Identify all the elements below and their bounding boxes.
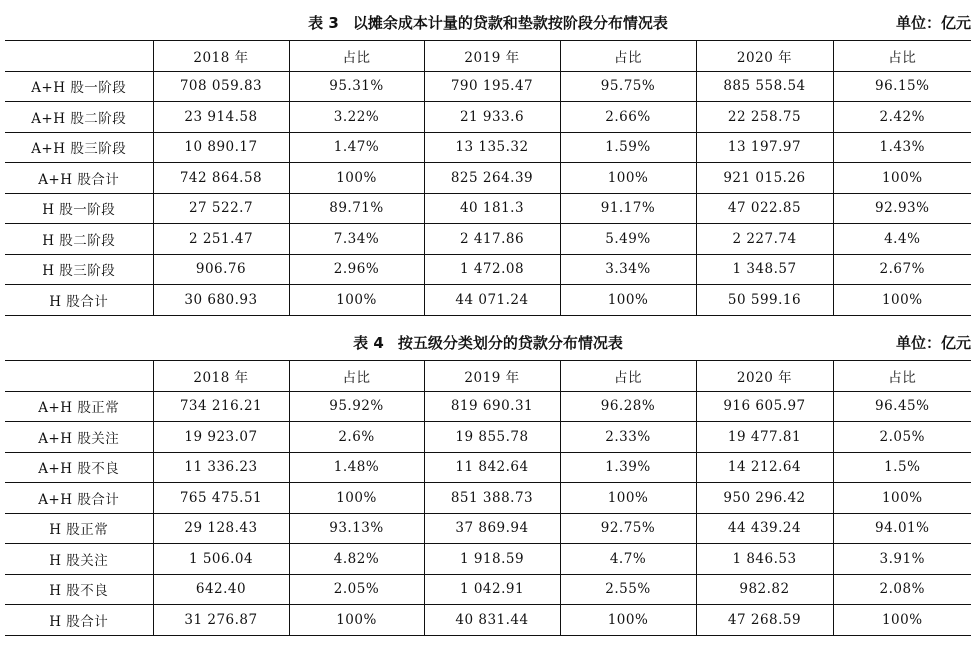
table-4-unit: 单位：亿元	[895, 334, 971, 352]
table-row	[5, 132, 971, 163]
table-row	[5, 285, 971, 316]
value-cell: 1 918.59	[424, 544, 560, 575]
value-cell: 44 439.24	[696, 513, 833, 544]
value-cell: 40 181.3	[424, 193, 560, 224]
share-cell: 2.66%	[560, 102, 696, 133]
value-cell: 765 475.51	[153, 483, 289, 514]
share-cell: 100%	[833, 285, 971, 316]
share-cell: 1.39%	[560, 452, 696, 483]
share-cell: 100%	[560, 163, 696, 194]
table-row	[5, 544, 971, 575]
share-cell: 1.43%	[833, 132, 971, 163]
share-cell: 94.01%	[833, 513, 971, 544]
table-row	[5, 391, 971, 422]
row-label-cell: H 股二阶段	[5, 224, 153, 255]
table-row	[5, 483, 971, 514]
row-label-cell: H 股合计	[49, 293, 109, 310]
header-cell: 占比	[289, 361, 424, 392]
table-3-title: 以摊余成本计量的贷款和垫款按阶段分布情况表	[352, 14, 668, 32]
row-label-cell: A+H 股合计	[5, 483, 153, 514]
share-cell: 1.59%	[560, 132, 696, 163]
table-header-row	[5, 41, 971, 72]
share-cell: 95.75%	[560, 71, 696, 102]
share-cell: 2.05%	[833, 422, 971, 453]
value-cell: 790 195.47	[424, 71, 560, 102]
row-label-cell: H 股一阶段	[5, 193, 153, 224]
row-label-cell: H 股关注	[5, 544, 153, 575]
value-cell: 921 015.26	[696, 163, 833, 194]
header-cell	[5, 361, 153, 392]
share-cell: 95.92%	[289, 391, 424, 422]
table-4-caption	[5, 332, 971, 354]
share-cell: 3.91%	[833, 544, 971, 575]
share-cell: 4.7%	[560, 544, 696, 575]
header-cell: 占比	[833, 361, 971, 392]
value-cell: 1 506.04	[153, 544, 289, 575]
row-label-cell: H 股不良	[5, 574, 153, 605]
share-cell: 2.96%	[289, 254, 424, 285]
share-cell: 93.13%	[289, 513, 424, 544]
share-cell: 92.93%	[833, 193, 971, 224]
value-cell: 2 417.86	[424, 224, 560, 255]
value-cell: 14 212.64	[696, 452, 833, 483]
row-label-cell: A+H 股正常	[5, 391, 153, 422]
share-cell: 1.47%	[289, 132, 424, 163]
value-cell: 642.40	[153, 574, 289, 605]
share-cell: 2.05%	[289, 574, 424, 605]
share-cell: 95.31%	[289, 71, 424, 102]
value-cell: 1 042.91	[424, 574, 560, 605]
share-cell: 96.15%	[833, 71, 971, 102]
row-label-cell: A+H 股不良	[5, 452, 153, 483]
header-cell: 占比	[289, 41, 424, 72]
value-cell: 982.82	[696, 574, 833, 605]
header-cell: 2019 年	[424, 41, 560, 72]
share-cell: 3.22%	[289, 102, 424, 133]
value-cell: 708 059.83	[153, 71, 289, 102]
table-4-number: 表 4	[353, 334, 384, 352]
table-row	[5, 422, 971, 453]
table-3-caption-row	[5, 12, 971, 40]
header-cell: 2020 年	[696, 41, 833, 72]
header-cell: 2020 年	[696, 361, 833, 392]
table-row	[5, 102, 971, 133]
share-cell: 2.55%	[560, 574, 696, 605]
row-label-cell: H 股三阶段	[5, 254, 153, 285]
value-cell: 31 276.87	[153, 605, 289, 636]
value-cell: 22 258.75	[696, 102, 833, 133]
share-cell: 100%	[560, 483, 696, 514]
row-label-cell: A+H 股二阶段	[5, 102, 153, 133]
share-cell: 96.45%	[833, 391, 971, 422]
share-cell: 2.67%	[833, 254, 971, 285]
share-cell: 96.28%	[560, 391, 696, 422]
value-cell: 11 336.23	[153, 452, 289, 483]
value-cell: 13 197.97	[696, 132, 833, 163]
table-3	[5, 40, 971, 316]
share-cell: 100%	[289, 483, 424, 514]
share-cell: 4.4%	[833, 224, 971, 255]
table-3-number: 表 3	[308, 14, 339, 32]
table-4-section	[5, 332, 971, 636]
value-cell: 1 472.08	[424, 254, 560, 285]
table-row	[5, 71, 971, 102]
value-cell: 734 216.21	[153, 391, 289, 422]
table-row	[5, 193, 971, 224]
table-4-title: 按五级分类划分的贷款分布情况表	[397, 334, 623, 352]
share-cell: 2.08%	[833, 574, 971, 605]
share-cell: 100%	[560, 285, 696, 316]
row-label-cell: A+H 股关注	[5, 422, 153, 453]
header-cell: 占比	[560, 361, 696, 392]
table-row	[5, 224, 971, 255]
table-row	[5, 254, 971, 285]
header-cell: 2018 年	[153, 41, 289, 72]
table-row	[5, 605, 971, 636]
row-label-cell: A+H 股三阶段	[5, 132, 153, 163]
row-label-cell: A+H 股合计	[5, 163, 153, 194]
header-cell	[5, 41, 153, 72]
value-cell: 11 842.64	[424, 452, 560, 483]
table-row	[5, 574, 971, 605]
row-label-cell: A+H 股一阶段	[5, 71, 153, 102]
share-cell: 91.17%	[560, 193, 696, 224]
table-3-section	[5, 12, 971, 316]
value-cell: 916 605.97	[696, 391, 833, 422]
value-cell: 2 227.74	[696, 224, 833, 255]
value-cell: 19 855.78	[424, 422, 560, 453]
share-cell: 1.5%	[833, 452, 971, 483]
value-cell: 37 869.94	[424, 513, 560, 544]
share-cell: 100%	[833, 163, 971, 194]
value-cell: 906.76	[153, 254, 289, 285]
row-label-cell: H 股正常	[5, 513, 153, 544]
value-cell: 47 268.59	[696, 605, 833, 636]
share-cell: 2.42%	[833, 102, 971, 133]
header-cell: 2018 年	[153, 361, 289, 392]
value-cell: 50 599.16	[696, 285, 833, 316]
value-cell: 40 831.44	[424, 605, 560, 636]
table-row	[5, 513, 971, 544]
share-cell: 2.33%	[560, 422, 696, 453]
share-cell: 89.71%	[289, 193, 424, 224]
value-cell: 2 251.47	[153, 224, 289, 255]
value-cell: 47 022.85	[696, 193, 833, 224]
share-cell: 100%	[289, 163, 424, 194]
value-cell: 825 264.39	[424, 163, 560, 194]
value-cell: 1 348.57	[696, 254, 833, 285]
value-cell: 27 522.7	[153, 193, 289, 224]
table-4	[5, 360, 971, 636]
row-label-cell: H 股合计	[49, 613, 109, 630]
value-cell: 30 680.93	[153, 285, 289, 316]
share-cell: 7.34%	[289, 224, 424, 255]
value-cell: 10 890.17	[153, 132, 289, 163]
table-3-unit: 单位：亿元	[895, 14, 971, 32]
share-cell: 100%	[560, 605, 696, 636]
value-cell: 19 923.07	[153, 422, 289, 453]
table-row	[5, 163, 971, 194]
table-row	[5, 452, 971, 483]
value-cell: 742 864.58	[153, 163, 289, 194]
value-cell: 44 071.24	[424, 285, 560, 316]
header-cell: 占比	[560, 41, 696, 72]
share-cell: 4.82%	[289, 544, 424, 575]
value-cell: 29 128.43	[153, 513, 289, 544]
value-cell: 851 388.73	[424, 483, 560, 514]
share-cell: 1.48%	[289, 452, 424, 483]
share-cell: 2.6%	[289, 422, 424, 453]
value-cell: 819 690.31	[424, 391, 560, 422]
share-cell: 100%	[289, 285, 424, 316]
table-3-caption	[5, 12, 971, 34]
share-cell: 3.34%	[560, 254, 696, 285]
table-4-caption-row	[5, 332, 971, 360]
value-cell: 885 558.54	[696, 71, 833, 102]
value-cell: 23 914.58	[153, 102, 289, 133]
value-cell: 13 135.32	[424, 132, 560, 163]
share-cell: 92.75%	[560, 513, 696, 544]
share-cell: 5.49%	[560, 224, 696, 255]
share-cell: 100%	[833, 605, 971, 636]
value-cell: 19 477.81	[696, 422, 833, 453]
table-header-row	[5, 361, 971, 392]
header-cell: 2019 年	[424, 361, 560, 392]
value-cell: 950 296.42	[696, 483, 833, 514]
value-cell: 1 846.53	[696, 544, 833, 575]
share-cell: 100%	[833, 483, 971, 514]
share-cell: 100%	[289, 605, 424, 636]
header-cell: 占比	[833, 41, 971, 72]
value-cell: 21 933.6	[424, 102, 560, 133]
